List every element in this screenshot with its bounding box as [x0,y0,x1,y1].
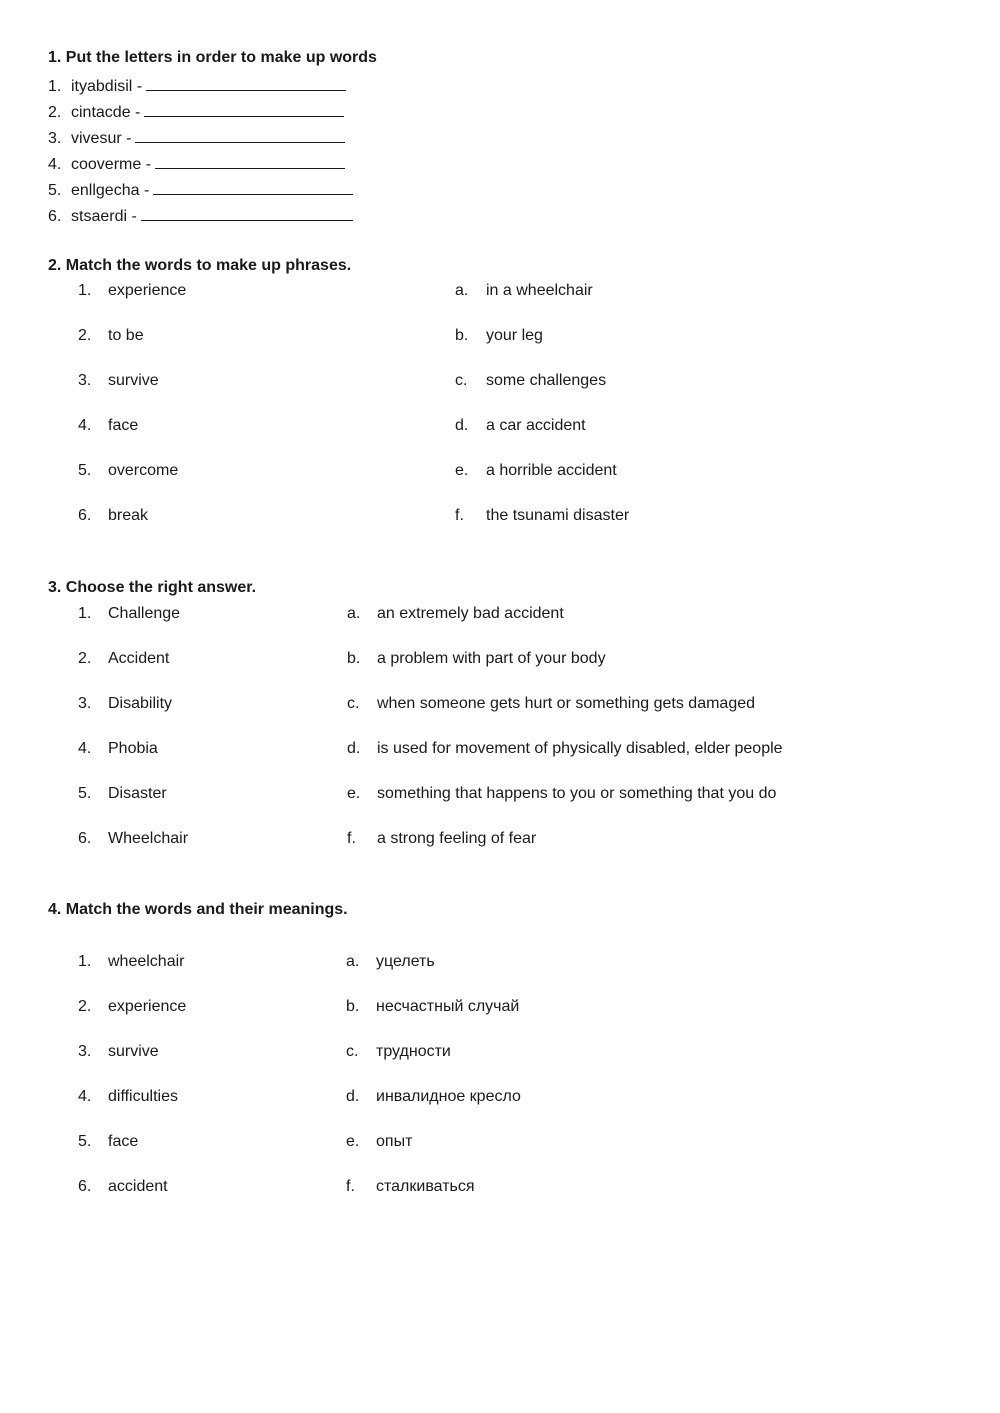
item-letter: a. [455,282,469,299]
item-number: 6. [78,1178,92,1195]
item-number: 5. [48,182,62,199]
item-text: survive [108,372,159,389]
item-number: 1. [78,605,92,622]
scrambled-word: cooverme - [71,156,152,173]
item-number: 3. [78,1043,92,1060]
item-text: is used for movement of physically disabled, elder people [377,740,783,757]
answer-blank[interactable] [153,178,353,195]
section4-heading: 4. Match the words and their meanings. [48,901,348,918]
item-text: опыт [376,1133,413,1150]
item-text: survive [108,1043,159,1060]
item-text: Wheelchair [108,830,189,847]
item-text: Accident [108,650,170,667]
item-text: some challenges [486,372,607,389]
item-number: 1. [48,78,62,95]
item-letter: a. [347,605,361,622]
answer-blank[interactable] [135,126,345,143]
item-number: 1. [78,282,92,299]
scramble-item [48,100,344,123]
item-text: difficulties [108,1088,178,1105]
item-text: a car accident [486,417,586,434]
item-text: overcome [108,462,179,479]
item-letter: c. [455,372,468,389]
item-number: 2. [78,327,92,344]
item-text: трудности [376,1043,451,1060]
item-letter: f. [347,830,356,847]
item-letter: e. [455,462,469,479]
item-letter: e. [347,785,361,802]
item-text: an extremely bad accident [377,605,564,622]
item-text: wheelchair [108,953,185,970]
item-number: 6. [78,507,92,524]
answer-blank[interactable] [146,74,346,91]
item-text: your leg [486,327,543,344]
item-number: 3. [78,372,92,389]
scrambled-word: vivesur - [71,130,132,147]
item-text: сталкиваться [376,1178,475,1195]
item-text: face [108,1133,139,1150]
section2-heading: 2. Match the words to make up phrases. [48,257,352,274]
item-text: несчастный случай [376,998,520,1015]
item-number: 5. [78,462,92,479]
item-number: 1. [78,953,92,970]
scramble-item [48,204,353,227]
item-letter: c. [346,1043,359,1060]
item-letter: d. [346,1088,360,1105]
item-text: something that happens to you or something that you do [377,785,777,802]
section1-heading: 1. Put the letters in order to make up words [48,49,377,66]
item-number: 6. [78,830,92,847]
item-number: 6. [48,208,62,225]
answer-blank[interactable] [155,152,345,169]
item-letter: f. [346,1178,355,1195]
item-number: 2. [78,998,92,1015]
item-number: 5. [78,785,92,802]
item-text: when someone gets hurt or something gets damaged [377,695,756,712]
section3-heading: 3. Choose the right answer. [48,579,257,596]
item-number: 4. [78,740,92,757]
scrambled-word: enllgecha - [71,182,150,199]
item-letter: e. [346,1133,360,1150]
item-text: break [108,507,149,524]
item-number: 5. [78,1133,92,1150]
scrambled-word: ityabdisil - [71,78,143,95]
item-letter: b. [347,650,361,667]
item-letter: f. [455,507,464,524]
item-number: 2. [48,104,62,121]
item-letter: d. [455,417,469,434]
item-text: experience [108,282,187,299]
item-letter: a. [346,953,360,970]
item-text: Disability [108,695,173,712]
item-text: Challenge [108,605,181,622]
item-text: to be [108,327,144,344]
item-text: in a wheelchair [486,282,593,299]
answer-blank[interactable] [141,204,353,221]
item-number: 2. [78,650,92,667]
item-number: 4. [78,1088,92,1105]
answer-blank[interactable] [144,100,344,117]
scrambled-word: cintacde - [71,104,141,121]
item-text: a horrible accident [486,462,617,479]
item-number: 4. [48,156,62,173]
scramble-item [48,178,353,201]
item-text: the tsunami disaster [486,507,630,524]
item-text: Disaster [108,785,167,802]
item-letter: b. [346,998,360,1015]
item-text: уцелеть [376,953,435,970]
item-text: инвалидное кресло [376,1088,521,1105]
item-letter: c. [347,695,360,712]
scramble-item [48,152,345,175]
scramble-item [48,126,345,149]
scramble-item [48,74,346,97]
item-letter: b. [455,327,469,344]
item-text: a strong feeling of fear [377,830,537,847]
item-text: face [108,417,139,434]
item-text: experience [108,998,187,1015]
item-text: accident [108,1178,168,1195]
item-number: 4. [78,417,92,434]
item-letter: d. [347,740,361,757]
item-text: Phobia [108,740,158,757]
item-text: a problem with part of your body [377,650,606,667]
item-number: 3. [48,130,62,147]
item-number: 3. [78,695,92,712]
scrambled-word: stsaerdi - [71,208,137,225]
